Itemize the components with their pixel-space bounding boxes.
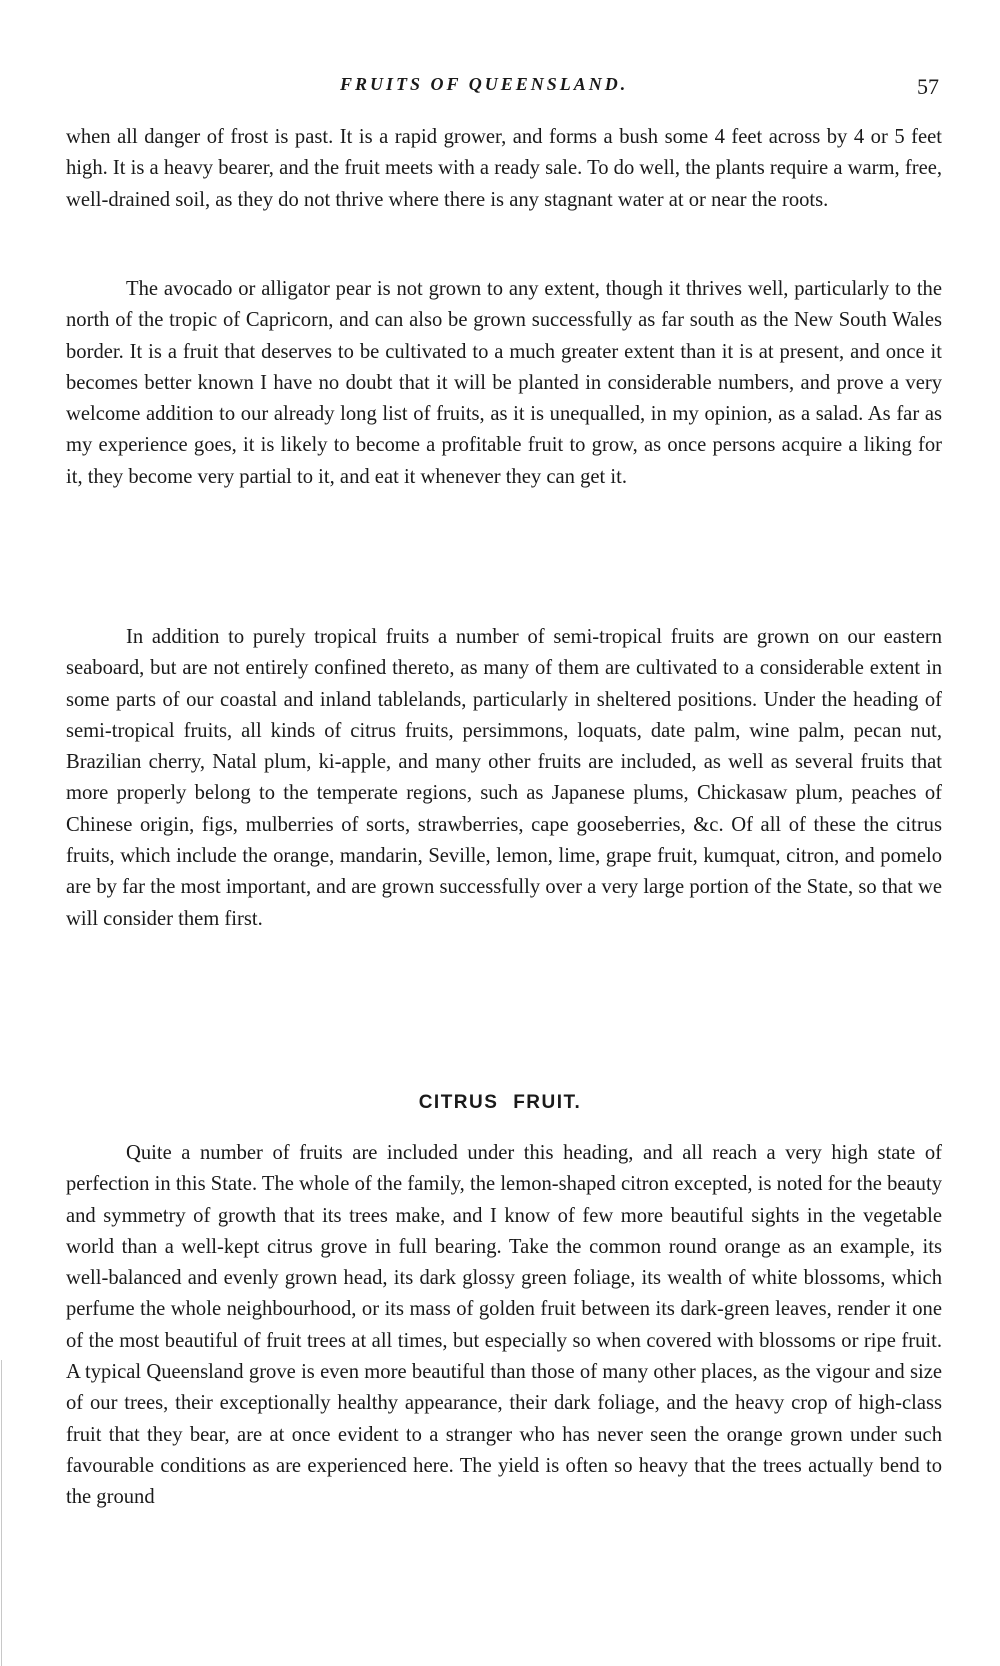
- running-title: FRUITS OF QUEENSLAND.: [340, 74, 629, 94]
- page-number: 57: [917, 74, 939, 99]
- section-heading-citrus: CITRUS FRUIT.: [418, 1092, 582, 1113]
- paragraph-avocado: The avocado or alligator pear is not grown to any extent, though it thrives well, particularly to the north of the tropic of Capricorn, and can also be grown successfully as far south as the New South Wales border. It is a fruit that deserves to be cultivated to a much greater extent than it is at present, and once it becomes better known I have no doubt that it will be planted in considerable numbers, and prove a very welcome addition to our already long list of fruits, as it is unequalled, in my opinion, as a salad. As far as my experience goes, it is likely to become a profitable fruit to grow, as once persons acquire a liking for it, they become very partial to it, and eat it whenever they can get it.: [66, 278, 942, 488]
- paragraph-semi-tropical: In addition to purely tropical fruits a number of semi-tropical fruits are grown on our eastern seaboard, but are not entirely confined thereto, as many of them are cultivated to a considerable extent in some parts of our coastal and inland tablelands, particularly in sheltered positions. Under the heading of semi-tropical fruits, all kinds of citrus fruits, persimmons, loquats, date palm, wine palm, pecan nut, Brazilian cherry, Natal plum, ki-apple, and many other fruits are included, as well as several fruits that more properly belong to the temperate regions, such as Japanese plums, Chickasaw plum, peaches of Chinese origin, figs, mulberries of sorts, strawberries, cape gooseberries, &c. Of all of these the citrus fruits, which include the orange, mandarin, Seville, lemon, lime, grape fruit, kumquat, citron, and pomelo are by far the most important, and are grown successfully over a very large portion of the State, so that we will consider them first.: [66, 626, 942, 930]
- page-edge-shadow: [1, 1360, 2, 1666]
- paragraph-frost: when all danger of frost is past. It is a rapid grower, and forms a bush some 4 feet across by 4 or 5 feet high. It is a heavy bearer, and the fruit meets with a ready sale. To do well, the plants require a warm, free, well-drained soil, as they do not thrive where there is any stagnant water at or near the roots.: [66, 126, 942, 211]
- running-head: [0, 74, 1000, 104]
- paragraph-citrus: Quite a number of fruits are included under this heading, and all reach a very high state of perfection in this State. The whole of the family, the lemon-shaped citron excepted, is noted for the beauty and symmetry of growth that its trees make, and I know of few more beautiful sights in the vegetable world than a well-kept citrus grove in full bearing. Take the common round orange as an example, its well-balanced and evenly grown head, its dark glossy green foliage, its wealth of white blossoms, which perfume the whole neighbourhood, or its mass of golden fruit between its dark-green leaves, render it one of the most beautiful of fruit trees at all times, but especially so when covered with blossoms or ripe fruit. A typical Queensland grove is even more beautiful than those of many other places, as the vigour and size of our trees, their exceptionally healthy appearance, their dark foliage, and the heavy crop of high-class fruit that they bear, are at once evident to a stranger who has never seen the orange grown under such favourable conditions as are experienced here. The yield is often so heavy that the trees actually bend to the ground: [66, 1142, 942, 1509]
